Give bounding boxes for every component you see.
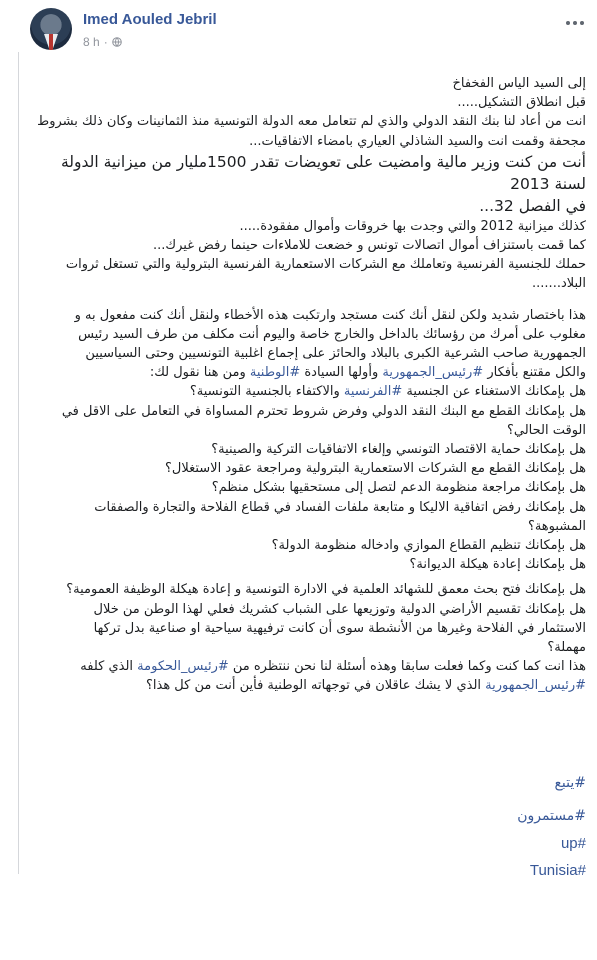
text-fragment: هذا انت كما كنت وكما فعلت سابقا وهذه أسئلة لنا نحن ننتظره من <box>228 659 586 675</box>
thread-rule <box>18 52 19 874</box>
text-line: هل بإمكانك تنظيم القطاع الموازي وادخاله منظومة الدولة؟ <box>271 538 586 554</box>
text-fragment: ومن هنا نقول لك: <box>149 365 250 381</box>
text-fragment: هل بإمكانك الاستغناء عن الجنسية <box>402 384 586 400</box>
text-line: هل بإمكانك القطع مع البنك النقد الدولي وفرض شروط تحترم المساواة في التعامل على الاقل في <box>61 403 586 419</box>
hashtag-up[interactable]: #up <box>560 835 586 852</box>
text-line <box>30 676 586 695</box>
hashtag-link[interactable]: #رئيس_الحكومة <box>137 659 229 675</box>
text-line <box>30 363 586 382</box>
text-line: مجحفة وقمت انت والسيد الشاذلي العياري بامضاء الاتفاقيات... <box>249 133 586 149</box>
hashtag-link[interactable]: #الفرنسية <box>343 384 403 400</box>
text-fragment: والاكتفاء بالجنسية التونسية؟ <box>189 384 344 400</box>
text-line: قبل انطلاق التشكيل..... <box>457 95 586 111</box>
text-line: هل بإمكانك حماية الاقتصاد التونسي وإلغاء الاتفاقيات التركية والصينية؟ <box>211 442 586 458</box>
text-line: هل بإمكانك تقسيم الأراضي الدولية وتوزيعها على الشباب كشريك فعلي لهذا الوطن من خلال <box>93 601 586 617</box>
text-line: كذلك ميزانية 2012 والتي وجدت بها خروقات وأموال مفقودة..... <box>239 218 586 234</box>
text-line: مغلوب على أمرك من رؤسائك بالداخل والخارج خاصة واليوم أنت مكلف من طرف السيد رئيس <box>78 326 586 342</box>
text-fragment: الذي لا يشك عاقلان في توجهاته الوطنية فأين أنت من كل هذا؟ <box>145 678 486 694</box>
meta-separator: · <box>103 35 108 49</box>
text-line: هل بإمكانك مراجعة منظومة الدعم لتصل إلى مستحقيها بشكل منظم؟ <box>211 480 586 496</box>
text-line: الاستثمار في الفلاحة وغيرها من الأنشطة سوى أن كانت ترفيهية سياحية او صناعية بدل تركها <box>93 620 586 636</box>
avatar[interactable] <box>30 8 72 50</box>
post-body <box>30 60 586 696</box>
text-line: البلاد....... <box>532 276 586 292</box>
text-line: هل بإمكانك رفض اتفاقية الاليكا و متابعة ملفات الفساد في قطاع الفلاحة والتجارة والصفقات <box>94 499 586 515</box>
hashtag-link[interactable]: #رئيس_الجمهورية <box>485 678 586 694</box>
hashtag-list <box>30 770 586 884</box>
text-line: الوقت الحالي؟ <box>506 422 586 438</box>
text-fragment: وأولها السيادة <box>300 365 383 381</box>
text-line: هذا باختصار شديد ولكن لنقل أنك كنت مستجد وارتكبت هذه الأخطاء ولنقل أنك كنت مفعول به و <box>74 307 586 323</box>
text-line: هل بإمكانك القطع مع الشركات الاستعمارية البترولية ومراجعة عقود الاستغلال؟ <box>164 461 586 477</box>
text-line: هل بإمكانك فتح بحث معمق للشهائد العلمية في الادارة التونسية و إعادة هيكلة الوظيفة العمومية؟ <box>66 582 586 598</box>
text-line: انت من أعاد لنا بنك النقد الدولي والذي لم تتعامل معه الدولة التونسية منذ الثمانينات وكان ذلك بشروط <box>37 114 586 130</box>
text-line: كما قمت باستنزاف أموال اتصالات تونس و خضعت للاملاءات حينما رفض غيرك... <box>153 238 586 254</box>
text-line <box>30 382 586 401</box>
text-line: هل بإمكانك إعادة هيكلة الديوانة؟ <box>409 557 586 573</box>
text-line: مهملة؟ <box>547 640 586 656</box>
text-line: أنت من كنت وزير مالية وامضيت على تعويضات تقدر 1500مليار من ميزانية الدولة لسنة 2013 <box>61 152 586 193</box>
hashtag-tunisia[interactable]: #Tunisia <box>529 862 586 879</box>
author-name[interactable]: Imed Aouled Jebril <box>83 11 217 28</box>
post-meta <box>83 35 122 49</box>
post-time[interactable]: 8 h <box>83 35 100 49</box>
hashtag-continue[interactable]: #مستمرون <box>517 808 586 824</box>
post-header <box>0 0 597 60</box>
text-line: الجمهورية صاحب الشرعية الكبرى بالبلاد والحائز على إجماع اغلبية التونسيين وحتى السياسيين <box>85 346 586 362</box>
globe-icon[interactable] <box>112 37 122 47</box>
hashtag-link[interactable]: #رئيس_الجمهورية <box>382 365 484 381</box>
more-options-icon[interactable] <box>566 16 588 30</box>
hashtag-follow[interactable]: #يتبع <box>554 775 586 791</box>
text-line: المشبوهة؟ <box>527 518 586 534</box>
text-line: إلى السيد الياس الفخفاخ <box>452 76 586 91</box>
text-line <box>30 657 586 676</box>
text-fragment: والكل مقتنع بأفكار <box>483 365 586 381</box>
hashtag-link[interactable]: #الوطنية <box>249 365 301 381</box>
text-line: في الفصل 32... <box>479 196 586 215</box>
text-line: حملك للجنسية الفرنسية وتعاملك مع الشركات الاستعمارية الفرنسية البترولية والتي تستغل ثروات <box>65 257 586 273</box>
text-fragment: الذي كلفه <box>80 659 138 675</box>
